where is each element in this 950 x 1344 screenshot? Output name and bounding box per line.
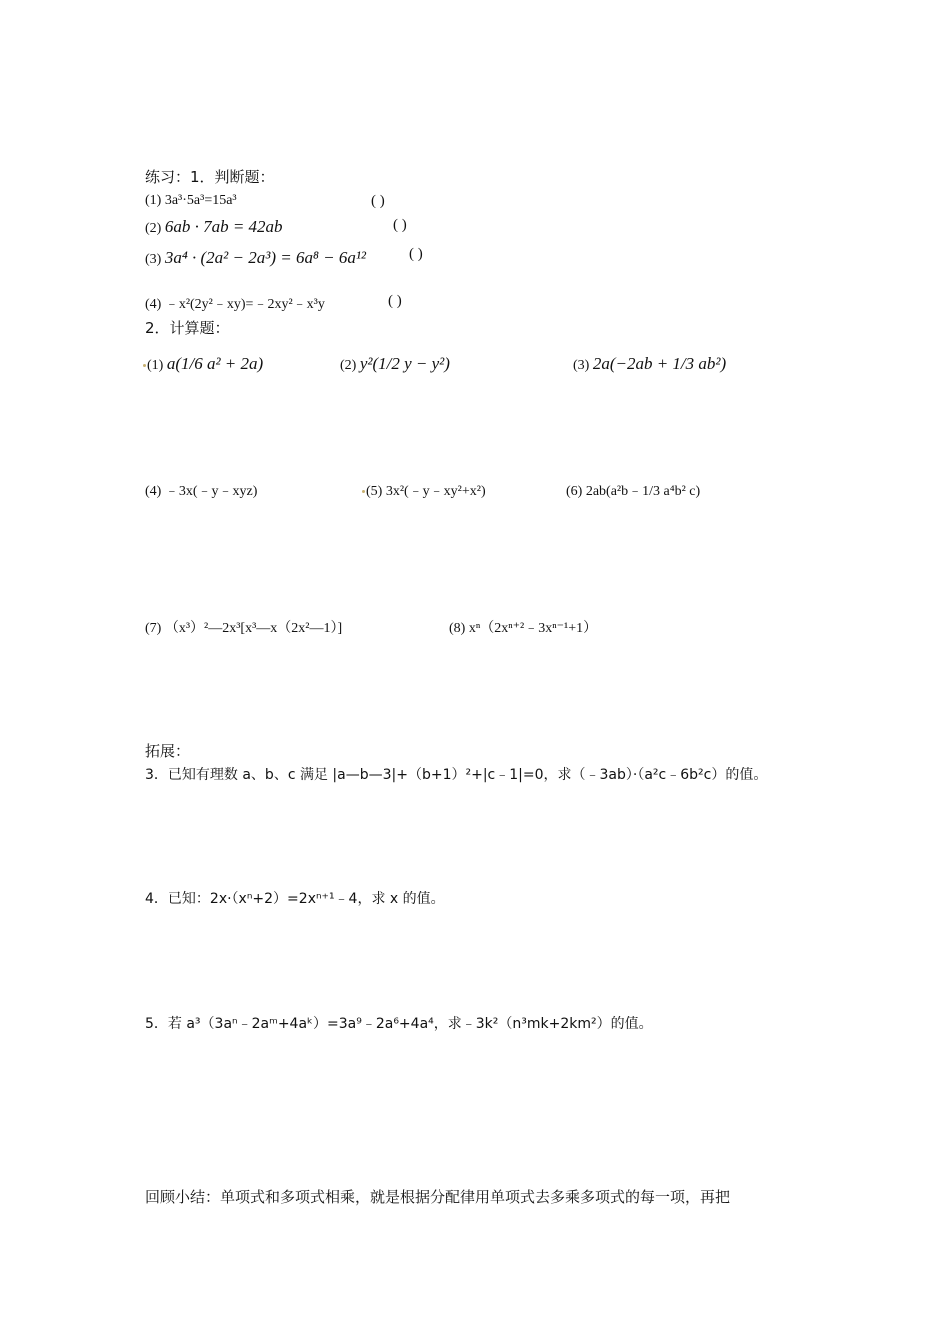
judge-num: (2)	[145, 221, 162, 236]
judge-paren: ( )	[371, 193, 385, 209]
calc-expr: 2ab(a²b﹣1/3 a⁴b² c)	[585, 484, 701, 499]
calc-num: (5)	[366, 484, 383, 499]
judge-paren: ( )	[393, 217, 407, 233]
judge-paren: ( )	[388, 293, 402, 309]
calc-num: (6)	[566, 484, 583, 499]
calc-num: (4)	[145, 484, 162, 499]
calc-item-8	[449, 617, 597, 637]
judge-item-1	[145, 193, 237, 209]
judge-item-4	[145, 293, 325, 313]
calc-expr: xⁿ（2xⁿ⁺²﹣3xⁿ⁻¹+1）	[468, 621, 598, 636]
calc-num: (8)	[449, 621, 466, 636]
calc-item-3	[573, 354, 726, 374]
judge-num: (3)	[145, 252, 162, 267]
judge-paren: ( )	[409, 246, 423, 262]
judge-expr: ﹣x²(2y²﹣xy)=﹣2xy²﹣x³y	[164, 297, 325, 312]
calc-expr: （x³）²—2x³[x³—x（2x²—1）]	[164, 621, 343, 636]
calc-num: (2)	[340, 358, 357, 373]
calc-expr: 3x²(﹣y﹣xy²+x²)	[385, 484, 486, 499]
question-4: 4．已知：2x·（xⁿ+2）=2xⁿ⁺¹﹣4，求 x 的值。	[145, 891, 445, 907]
calc-expr: y²(1/2 y − y²)	[359, 354, 450, 373]
judge-expr: 3a³·5a³=15a³	[164, 193, 237, 208]
calc-item-6	[566, 480, 700, 500]
calc-expr: a(1/6 a² + 2a)	[166, 354, 264, 373]
calc-item-2	[340, 354, 450, 374]
judge-num: (1)	[145, 193, 162, 208]
calc-expr: ﹣3x(﹣y﹣xyz)	[164, 484, 258, 499]
calc-item-7	[145, 617, 342, 637]
marker-dot	[362, 490, 365, 493]
calc-item-4	[145, 480, 257, 500]
judge-item-3	[145, 248, 366, 268]
calc-num: (7)	[145, 621, 162, 636]
review-summary: 回顾小结：单项式和多项式相乘，就是根据分配律用单项式去多乘多项式的每一项，再把	[145, 1188, 731, 1206]
judge-expr: 3a⁴ · (2a² − 2a³) = 6a⁸ − 6a¹²	[164, 248, 367, 267]
practice-heading: 练习：1．判断题：	[145, 168, 275, 186]
calc-expr: 2a(−2ab + 1/3 ab²)	[592, 354, 727, 373]
judge-item-2	[145, 217, 283, 237]
marker-dot	[143, 364, 146, 367]
calc-heading: 2．计算题：	[145, 319, 230, 337]
calc-num: (1)	[147, 358, 164, 373]
calc-item-5	[362, 480, 486, 500]
calc-num: (3)	[573, 358, 590, 373]
judge-num: (4)	[145, 297, 162, 312]
extension-heading: 拓展：	[145, 742, 191, 760]
calc-item-1	[143, 354, 263, 374]
question-3: 3．已知有理数 a、b、c 满足 |a—b—3|+（b+1）²+|c﹣1|=0，求（﹣3ab）·（a²c﹣6b²c）的值。	[145, 767, 768, 783]
question-5: 5．若 a³（3aⁿ﹣2aᵐ+4aᵏ）=3a⁹﹣2a⁶+4a⁴，求﹣3k²（n³mk+2km²）的值。	[145, 1016, 653, 1032]
judge-expr: 6ab · 7ab = 42ab	[164, 217, 283, 236]
